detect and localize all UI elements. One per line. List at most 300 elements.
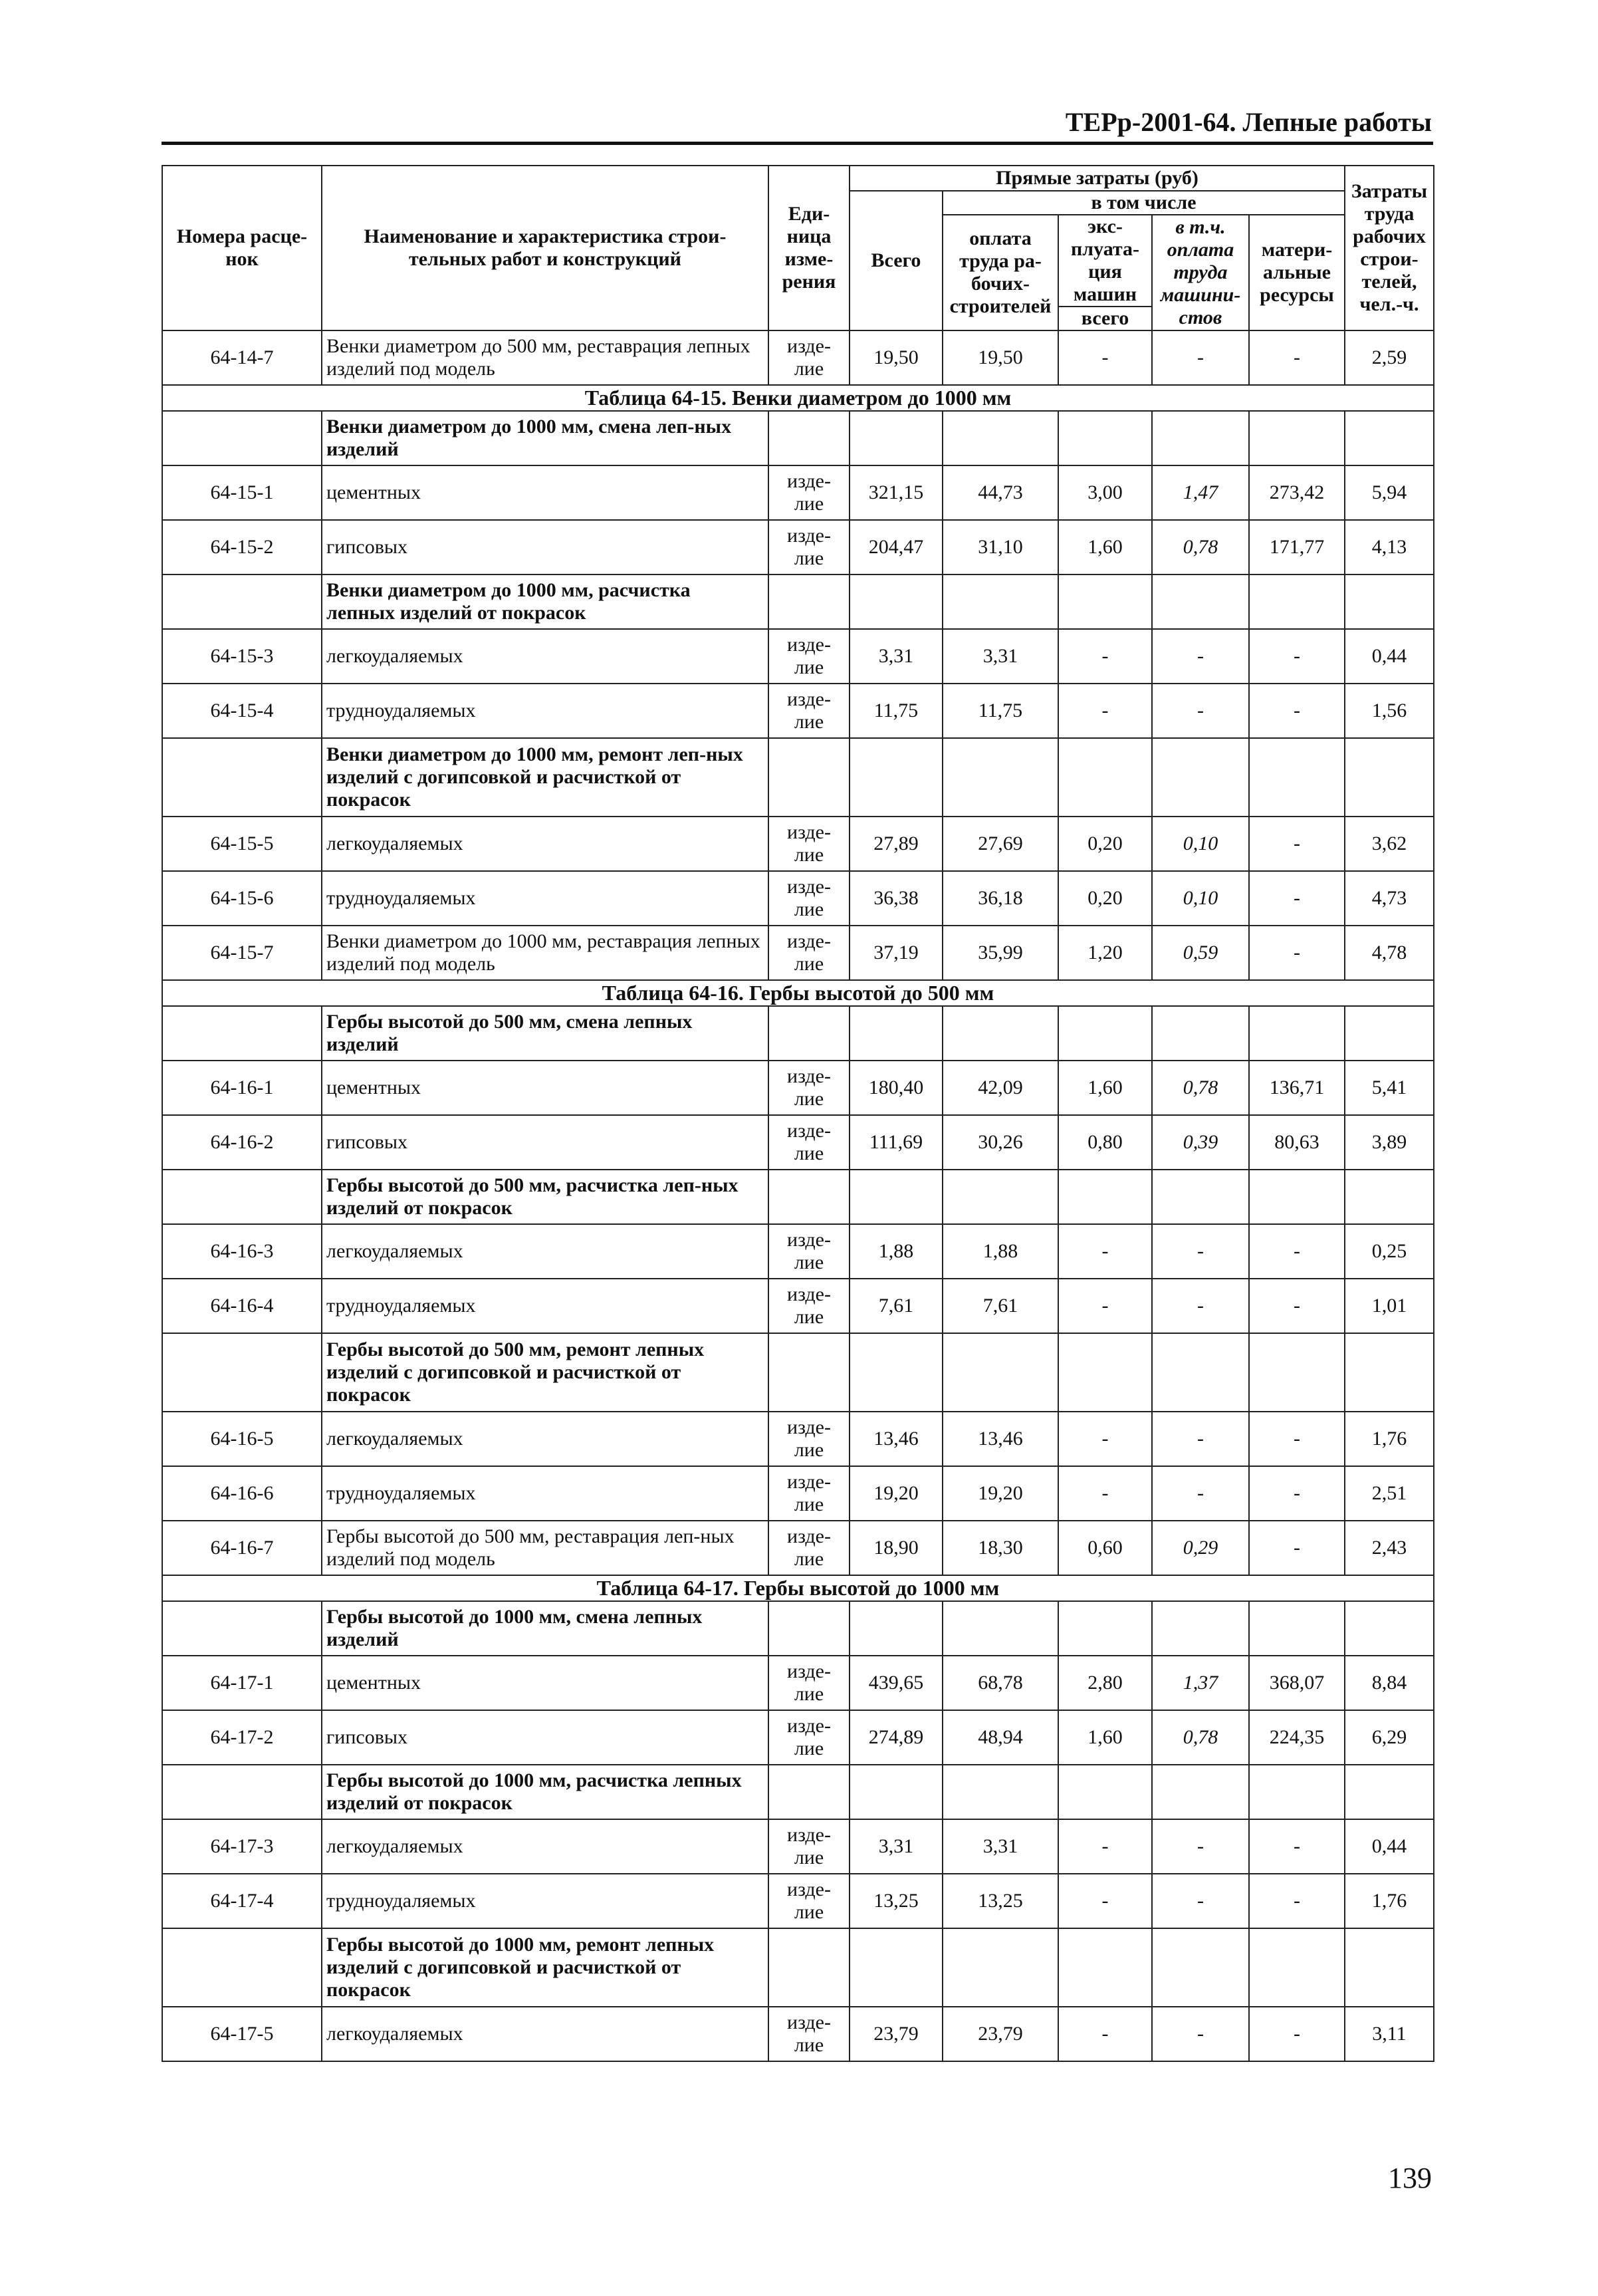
cell-labor: 3,89 — [1345, 1115, 1434, 1170]
cell-total — [850, 738, 943, 817]
cell-code: 64-15-5 — [162, 817, 322, 871]
cell-name: легкоудаляемых — [322, 2007, 768, 2061]
cell-labor — [1345, 411, 1434, 465]
cell-labor: 0,25 — [1345, 1224, 1434, 1279]
cell-labor: 3,11 — [1345, 2007, 1434, 2061]
cell-total: 3,31 — [850, 1819, 943, 1874]
cell-total: 439,65 — [850, 1656, 943, 1710]
cell-unit: изде-лие — [768, 817, 850, 871]
cell-machine-wages — [1152, 738, 1249, 817]
cell-total — [850, 1170, 943, 1224]
cell-materials: 80,63 — [1249, 1115, 1345, 1170]
cell-wages: 31,10 — [943, 520, 1058, 574]
group-heading-row — [162, 1928, 1434, 2007]
running-header: ТЕРр-2001-64. Лепные работы — [1065, 107, 1432, 137]
cell-code: 64-17-5 — [162, 2007, 322, 2061]
cell-wages: 19,50 — [943, 330, 1058, 385]
cell-code: 64-16-2 — [162, 1115, 322, 1170]
cell-machines — [1058, 1765, 1152, 1819]
cell-materials: - — [1249, 629, 1345, 684]
cell-name: Венки диаметром до 500 мм, реставрация лепных изделий под модель — [322, 330, 768, 385]
table-row — [162, 1279, 1434, 1333]
cell-labor — [1345, 1333, 1434, 1412]
cell-wages: 68,78 — [943, 1656, 1058, 1710]
cell-total: 180,40 — [850, 1061, 943, 1115]
cell-machine-wages — [1152, 411, 1249, 465]
cell-machines — [1058, 1601, 1152, 1656]
table-row — [162, 1466, 1434, 1521]
cell-code: 64-14-7 — [162, 330, 322, 385]
table-row — [162, 1874, 1434, 1928]
cell-machine-wages: - — [1152, 330, 1249, 385]
group-heading: Гербы высотой до 1000 мм, расчистка лепных изделий от покрасок — [322, 1765, 768, 1819]
cell-machines — [1058, 1170, 1152, 1224]
cell-materials — [1249, 1170, 1345, 1224]
cell-wages: 13,25 — [943, 1874, 1058, 1928]
group-heading-row — [162, 1765, 1434, 1819]
cell-unit: изде-лие — [768, 926, 850, 980]
cell-machine-wages: - — [1152, 1466, 1249, 1521]
cell-materials: 368,07 — [1249, 1656, 1345, 1710]
cell-unit — [768, 1601, 850, 1656]
cell-code: 64-15-1 — [162, 465, 322, 520]
cell-materials — [1249, 1765, 1345, 1819]
table-header — [162, 166, 1434, 330]
cell-total: 19,50 — [850, 330, 943, 385]
cell-machine-wages: - — [1152, 684, 1249, 738]
group-heading-row — [162, 1170, 1434, 1224]
cell-total: 204,47 — [850, 520, 943, 574]
cell-name: легкоудаляемых — [322, 1819, 768, 1874]
col-header-labor: Затраты труда рабочих строи-телей, чел.-ч. — [1345, 166, 1434, 330]
cell-machines: 1,60 — [1058, 1710, 1152, 1765]
cell-materials: - — [1249, 1279, 1345, 1333]
cell-name: гипсовых — [322, 1710, 768, 1765]
table-body — [162, 330, 1434, 2061]
cell-unit — [768, 1333, 850, 1412]
cell-labor: 2,43 — [1345, 1521, 1434, 1575]
table-row — [162, 1656, 1434, 1710]
cell-labor: 4,73 — [1345, 871, 1434, 926]
cell-wages — [943, 1170, 1058, 1224]
cell-machine-wages: 0,59 — [1152, 926, 1249, 980]
cell-total: 13,25 — [850, 1874, 943, 1928]
table-row — [162, 1521, 1434, 1575]
group-heading-row — [162, 574, 1434, 629]
cell-materials: 171,77 — [1249, 520, 1345, 574]
cell-unit: изде-лие — [768, 871, 850, 926]
cell-code — [162, 1765, 322, 1819]
cell-code — [162, 1333, 322, 1412]
cell-labor: 0,44 — [1345, 1819, 1434, 1874]
table-caption-row — [162, 980, 1434, 1006]
cell-total: 27,89 — [850, 817, 943, 871]
cell-total — [850, 411, 943, 465]
cell-machine-wages — [1152, 1765, 1249, 1819]
cell-unit — [768, 1765, 850, 1819]
cell-wages — [943, 411, 1058, 465]
table-row — [162, 520, 1434, 574]
table-caption-row — [162, 385, 1434, 411]
cell-labor: 1,01 — [1345, 1279, 1434, 1333]
cell-name: Венки диаметром до 1000 мм, реставрация лепных изделий под модель — [322, 926, 768, 980]
cell-code: 64-15-4 — [162, 684, 322, 738]
group-heading: Венки диаметром до 1000 мм, ремонт леп-ных изделий с догипсовкой и расчисткой от покрасок — [322, 738, 768, 817]
cell-materials — [1249, 1928, 1345, 2007]
cell-materials: 136,71 — [1249, 1061, 1345, 1115]
cell-machine-wages: 0,29 — [1152, 1521, 1249, 1575]
cell-name: цементных — [322, 465, 768, 520]
cell-materials: - — [1249, 330, 1345, 385]
cell-machine-wages — [1152, 1006, 1249, 1061]
cell-code: 64-16-7 — [162, 1521, 322, 1575]
cell-machines: - — [1058, 684, 1152, 738]
cell-total: 23,79 — [850, 2007, 943, 2061]
table-row — [162, 1061, 1434, 1115]
header-rule — [162, 142, 1433, 145]
cell-total — [850, 1928, 943, 2007]
cell-wages: 48,94 — [943, 1710, 1058, 1765]
cell-code: 64-16-1 — [162, 1061, 322, 1115]
cell-labor: 6,29 — [1345, 1710, 1434, 1765]
cell-total: 36,38 — [850, 871, 943, 926]
cell-labor: 2,59 — [1345, 330, 1434, 385]
cell-code: 64-15-6 — [162, 871, 322, 926]
cell-wages: 18,30 — [943, 1521, 1058, 1575]
cell-machine-wages: - — [1152, 1224, 1249, 1279]
cell-wages: 3,31 — [943, 1819, 1058, 1874]
cell-name: трудноудаляемых — [322, 1874, 768, 1928]
cell-machines: - — [1058, 2007, 1152, 2061]
cell-machine-wages: - — [1152, 629, 1249, 684]
cell-unit: изде-лие — [768, 1710, 850, 1765]
cell-total: 3,31 — [850, 629, 943, 684]
cell-machines: - — [1058, 1279, 1152, 1333]
rates-table — [162, 165, 1434, 2062]
cell-wages — [943, 1333, 1058, 1412]
cell-unit: изде-лие — [768, 1874, 850, 1928]
cell-name: легкоудаляемых — [322, 629, 768, 684]
cell-machines: - — [1058, 1224, 1152, 1279]
cell-wages: 1,88 — [943, 1224, 1058, 1279]
col-header-code: Номера расце-нок — [162, 166, 322, 330]
cell-labor: 5,41 — [1345, 1061, 1434, 1115]
cell-machines: - — [1058, 1819, 1152, 1874]
cell-machine-wages: 0,10 — [1152, 871, 1249, 926]
cell-total: 321,15 — [850, 465, 943, 520]
cell-unit: изде-лие — [768, 330, 850, 385]
table-row — [162, 330, 1434, 385]
cell-unit: изде-лие — [768, 1412, 850, 1466]
cell-total: 274,89 — [850, 1710, 943, 1765]
table-caption: Таблица 64-17. Гербы высотой до 1000 мм — [162, 1575, 1434, 1601]
cell-machines — [1058, 1333, 1152, 1412]
group-heading: Венки диаметром до 1000 мм, расчистка лепных изделий от покрасок — [322, 574, 768, 629]
cell-wages: 7,61 — [943, 1279, 1058, 1333]
cell-unit: изде-лие — [768, 1061, 850, 1115]
cell-labor: 4,78 — [1345, 926, 1434, 980]
cell-machines — [1058, 1928, 1152, 2007]
cell-machine-wages: - — [1152, 1412, 1249, 1466]
cell-machine-wages: 1,37 — [1152, 1656, 1249, 1710]
cell-code: 64-16-5 — [162, 1412, 322, 1466]
cell-materials — [1249, 574, 1345, 629]
cell-unit: изде-лие — [768, 1466, 850, 1521]
cell-machines: 0,60 — [1058, 1521, 1152, 1575]
cell-name: гипсовых — [322, 520, 768, 574]
cell-machines — [1058, 1006, 1152, 1061]
cell-machines: 1,60 — [1058, 520, 1152, 574]
table-row — [162, 2007, 1434, 2061]
cell-machines: - — [1058, 629, 1152, 684]
cell-materials — [1249, 1601, 1345, 1656]
cell-name: Гербы высотой до 500 мм, реставрация леп-ных изделий под модель — [322, 1521, 768, 1575]
cell-labor: 8,84 — [1345, 1656, 1434, 1710]
cell-materials: - — [1249, 1466, 1345, 1521]
cell-total — [850, 1765, 943, 1819]
cell-materials: - — [1249, 684, 1345, 738]
cell-unit: изде-лие — [768, 520, 850, 574]
table-row — [162, 1710, 1434, 1765]
cell-wages: 27,69 — [943, 817, 1058, 871]
cell-wages: 3,31 — [943, 629, 1058, 684]
cell-machine-wages — [1152, 574, 1249, 629]
group-heading-row — [162, 738, 1434, 817]
cell-total: 18,90 — [850, 1521, 943, 1575]
cell-machines — [1058, 738, 1152, 817]
table-row — [162, 1224, 1434, 1279]
cell-code — [162, 738, 322, 817]
col-header-unit: Еди-ница изме-рения — [768, 166, 850, 330]
cell-total — [850, 1333, 943, 1412]
cell-name: легкоудаляемых — [322, 1412, 768, 1466]
cell-materials — [1249, 1333, 1345, 1412]
col-header-name: Наименование и характеристика строи-тельных работ и конструкций — [322, 166, 768, 330]
cell-code: 64-16-3 — [162, 1224, 322, 1279]
cell-labor — [1345, 1006, 1434, 1061]
cell-labor — [1345, 1601, 1434, 1656]
cell-wages: 44,73 — [943, 465, 1058, 520]
cell-name: легкоудаляемых — [322, 817, 768, 871]
cell-labor — [1345, 1170, 1434, 1224]
cell-machines: - — [1058, 330, 1152, 385]
cell-labor — [1345, 574, 1434, 629]
group-heading: Гербы высотой до 500 мм, расчистка леп-ных изделий от покрасок — [322, 1170, 768, 1224]
cell-code: 64-16-4 — [162, 1279, 322, 1333]
cell-code — [162, 1006, 322, 1061]
cell-labor: 1,56 — [1345, 684, 1434, 738]
cell-code: 64-17-3 — [162, 1819, 322, 1874]
cell-machine-wages — [1152, 1170, 1249, 1224]
cell-labor — [1345, 1928, 1434, 2007]
cell-unit — [768, 738, 850, 817]
table-caption: Таблица 64-16. Гербы высотой до 500 мм — [162, 980, 1434, 1006]
cell-total: 7,61 — [850, 1279, 943, 1333]
cell-unit: изде-лие — [768, 1521, 850, 1575]
cell-machines: 2,80 — [1058, 1656, 1152, 1710]
cell-machine-wages: 0,78 — [1152, 520, 1249, 574]
cell-wages: 30,26 — [943, 1115, 1058, 1170]
cell-unit — [768, 574, 850, 629]
cell-name: гипсовых — [322, 1115, 768, 1170]
cell-labor — [1345, 738, 1434, 817]
cell-materials: - — [1249, 1412, 1345, 1466]
cell-name: трудноудаляемых — [322, 871, 768, 926]
cell-unit: изде-лие — [768, 629, 850, 684]
cell-unit: изде-лие — [768, 465, 850, 520]
cell-materials: - — [1249, 1521, 1345, 1575]
cell-unit: изде-лие — [768, 1115, 850, 1170]
cell-code — [162, 411, 322, 465]
cell-machine-wages — [1152, 1601, 1249, 1656]
col-header-machines-total: всего — [1058, 307, 1152, 330]
cell-machine-wages: - — [1152, 1874, 1249, 1928]
cell-labor: 1,76 — [1345, 1412, 1434, 1466]
cell-machines: 1,60 — [1058, 1061, 1152, 1115]
cell-materials: - — [1249, 1874, 1345, 1928]
cell-code: 64-17-4 — [162, 1874, 322, 1928]
page-number: 139 — [1388, 2162, 1432, 2194]
cell-materials: - — [1249, 1819, 1345, 1874]
cell-labor: 0,44 — [1345, 629, 1434, 684]
cell-materials: - — [1249, 1224, 1345, 1279]
cell-name: трудноудаляемых — [322, 1466, 768, 1521]
cell-machine-wages: 1,47 — [1152, 465, 1249, 520]
table-row — [162, 1819, 1434, 1874]
cell-machine-wages: 0,10 — [1152, 817, 1249, 871]
cell-machine-wages — [1152, 1928, 1249, 2007]
cell-total: 111,69 — [850, 1115, 943, 1170]
cell-wages: 11,75 — [943, 684, 1058, 738]
cell-unit: изде-лие — [768, 1279, 850, 1333]
cell-wages: 23,79 — [943, 2007, 1058, 2061]
cell-unit: изде-лие — [768, 1224, 850, 1279]
cell-total — [850, 1601, 943, 1656]
col-header-total: Всего — [850, 191, 943, 330]
col-header-materials: матери-альные ресурсы — [1249, 215, 1345, 330]
cell-code: 64-16-6 — [162, 1466, 322, 1521]
cell-wages: 13,46 — [943, 1412, 1058, 1466]
table-row — [162, 1412, 1434, 1466]
cell-machine-wages: 0,39 — [1152, 1115, 1249, 1170]
cell-labor: 1,76 — [1345, 1874, 1434, 1928]
group-heading-row — [162, 411, 1434, 465]
cell-machine-wages: - — [1152, 1819, 1249, 1874]
cell-code — [162, 1601, 322, 1656]
cell-name: трудноудаляемых — [322, 684, 768, 738]
cell-total: 19,20 — [850, 1466, 943, 1521]
cell-materials: - — [1249, 2007, 1345, 2061]
col-header-machines: экс-плуата-ция машин — [1058, 215, 1152, 307]
cell-code — [162, 1170, 322, 1224]
cell-labor: 2,51 — [1345, 1466, 1434, 1521]
table-row — [162, 1115, 1434, 1170]
col-header-direct-costs: Прямые затраты (руб) — [850, 166, 1345, 191]
group-heading-row — [162, 1333, 1434, 1412]
cell-machine-wages: 0,78 — [1152, 1061, 1249, 1115]
cell-materials: - — [1249, 817, 1345, 871]
cell-labor: 4,13 — [1345, 520, 1434, 574]
cell-wages — [943, 1006, 1058, 1061]
cell-name: цементных — [322, 1061, 768, 1115]
table-row — [162, 871, 1434, 926]
cell-machines: 0,80 — [1058, 1115, 1152, 1170]
cell-unit: изде-лие — [768, 1656, 850, 1710]
cell-unit: изде-лие — [768, 2007, 850, 2061]
cell-unit — [768, 1006, 850, 1061]
col-header-wages: оплата труда ра-бочих-строителей — [943, 215, 1058, 330]
cell-wages — [943, 738, 1058, 817]
table-row — [162, 926, 1434, 980]
cell-materials — [1249, 1006, 1345, 1061]
cell-machines: 0,20 — [1058, 871, 1152, 926]
cell-machines: 3,00 — [1058, 465, 1152, 520]
cell-unit — [768, 411, 850, 465]
cell-total: 1,88 — [850, 1224, 943, 1279]
cell-machine-wages: - — [1152, 1279, 1249, 1333]
cell-code: 64-15-3 — [162, 629, 322, 684]
cell-code: 64-15-2 — [162, 520, 322, 574]
table-caption: Таблица 64-15. Венки диаметром до 1000 мм — [162, 385, 1434, 411]
table-row — [162, 817, 1434, 871]
cell-machines: - — [1058, 1466, 1152, 1521]
group-heading-row — [162, 1006, 1434, 1061]
cell-total: 37,19 — [850, 926, 943, 980]
cell-wages: 35,99 — [943, 926, 1058, 980]
cell-materials: - — [1249, 926, 1345, 980]
cell-wages: 42,09 — [943, 1061, 1058, 1115]
cell-materials — [1249, 738, 1345, 817]
cell-labor: 5,94 — [1345, 465, 1434, 520]
cell-wages — [943, 1765, 1058, 1819]
cell-name: цементных — [322, 1656, 768, 1710]
cell-code — [162, 1928, 322, 2007]
cell-machines: 1,20 — [1058, 926, 1152, 980]
table-row — [162, 684, 1434, 738]
cell-wages — [943, 1601, 1058, 1656]
cell-machines — [1058, 411, 1152, 465]
table-row — [162, 465, 1434, 520]
cell-machine-wages: 0,78 — [1152, 1710, 1249, 1765]
cell-labor: 3,62 — [1345, 817, 1434, 871]
cell-wages: 36,18 — [943, 871, 1058, 926]
col-header-incl: в том числе — [943, 191, 1345, 215]
cell-materials: - — [1249, 871, 1345, 926]
cell-wages — [943, 1928, 1058, 2007]
cell-unit: изде-лие — [768, 684, 850, 738]
cell-total: 13,46 — [850, 1412, 943, 1466]
cell-code: 64-17-1 — [162, 1656, 322, 1710]
cell-labor — [1345, 1765, 1434, 1819]
group-heading-row — [162, 1601, 1434, 1656]
group-heading: Гербы высотой до 500 мм, ремонт лепных изделий с догипсовкой и расчисткой от покрасок — [322, 1333, 768, 1412]
cell-unit — [768, 1170, 850, 1224]
group-heading: Гербы высотой до 500 мм, смена лепных изделий — [322, 1006, 768, 1061]
cell-total — [850, 1006, 943, 1061]
table-row — [162, 629, 1434, 684]
cell-machines: 0,20 — [1058, 817, 1152, 871]
cell-code: 64-17-2 — [162, 1710, 322, 1765]
cell-materials — [1249, 411, 1345, 465]
group-heading: Венки диаметром до 1000 мм, смена леп-ных изделий — [322, 411, 768, 465]
cell-materials: 224,35 — [1249, 1710, 1345, 1765]
cell-total: 11,75 — [850, 684, 943, 738]
cell-code: 64-15-7 — [162, 926, 322, 980]
cell-machine-wages — [1152, 1333, 1249, 1412]
cell-name: трудноудаляемых — [322, 1279, 768, 1333]
cell-machines — [1058, 574, 1152, 629]
cell-machine-wages: - — [1152, 2007, 1249, 2061]
